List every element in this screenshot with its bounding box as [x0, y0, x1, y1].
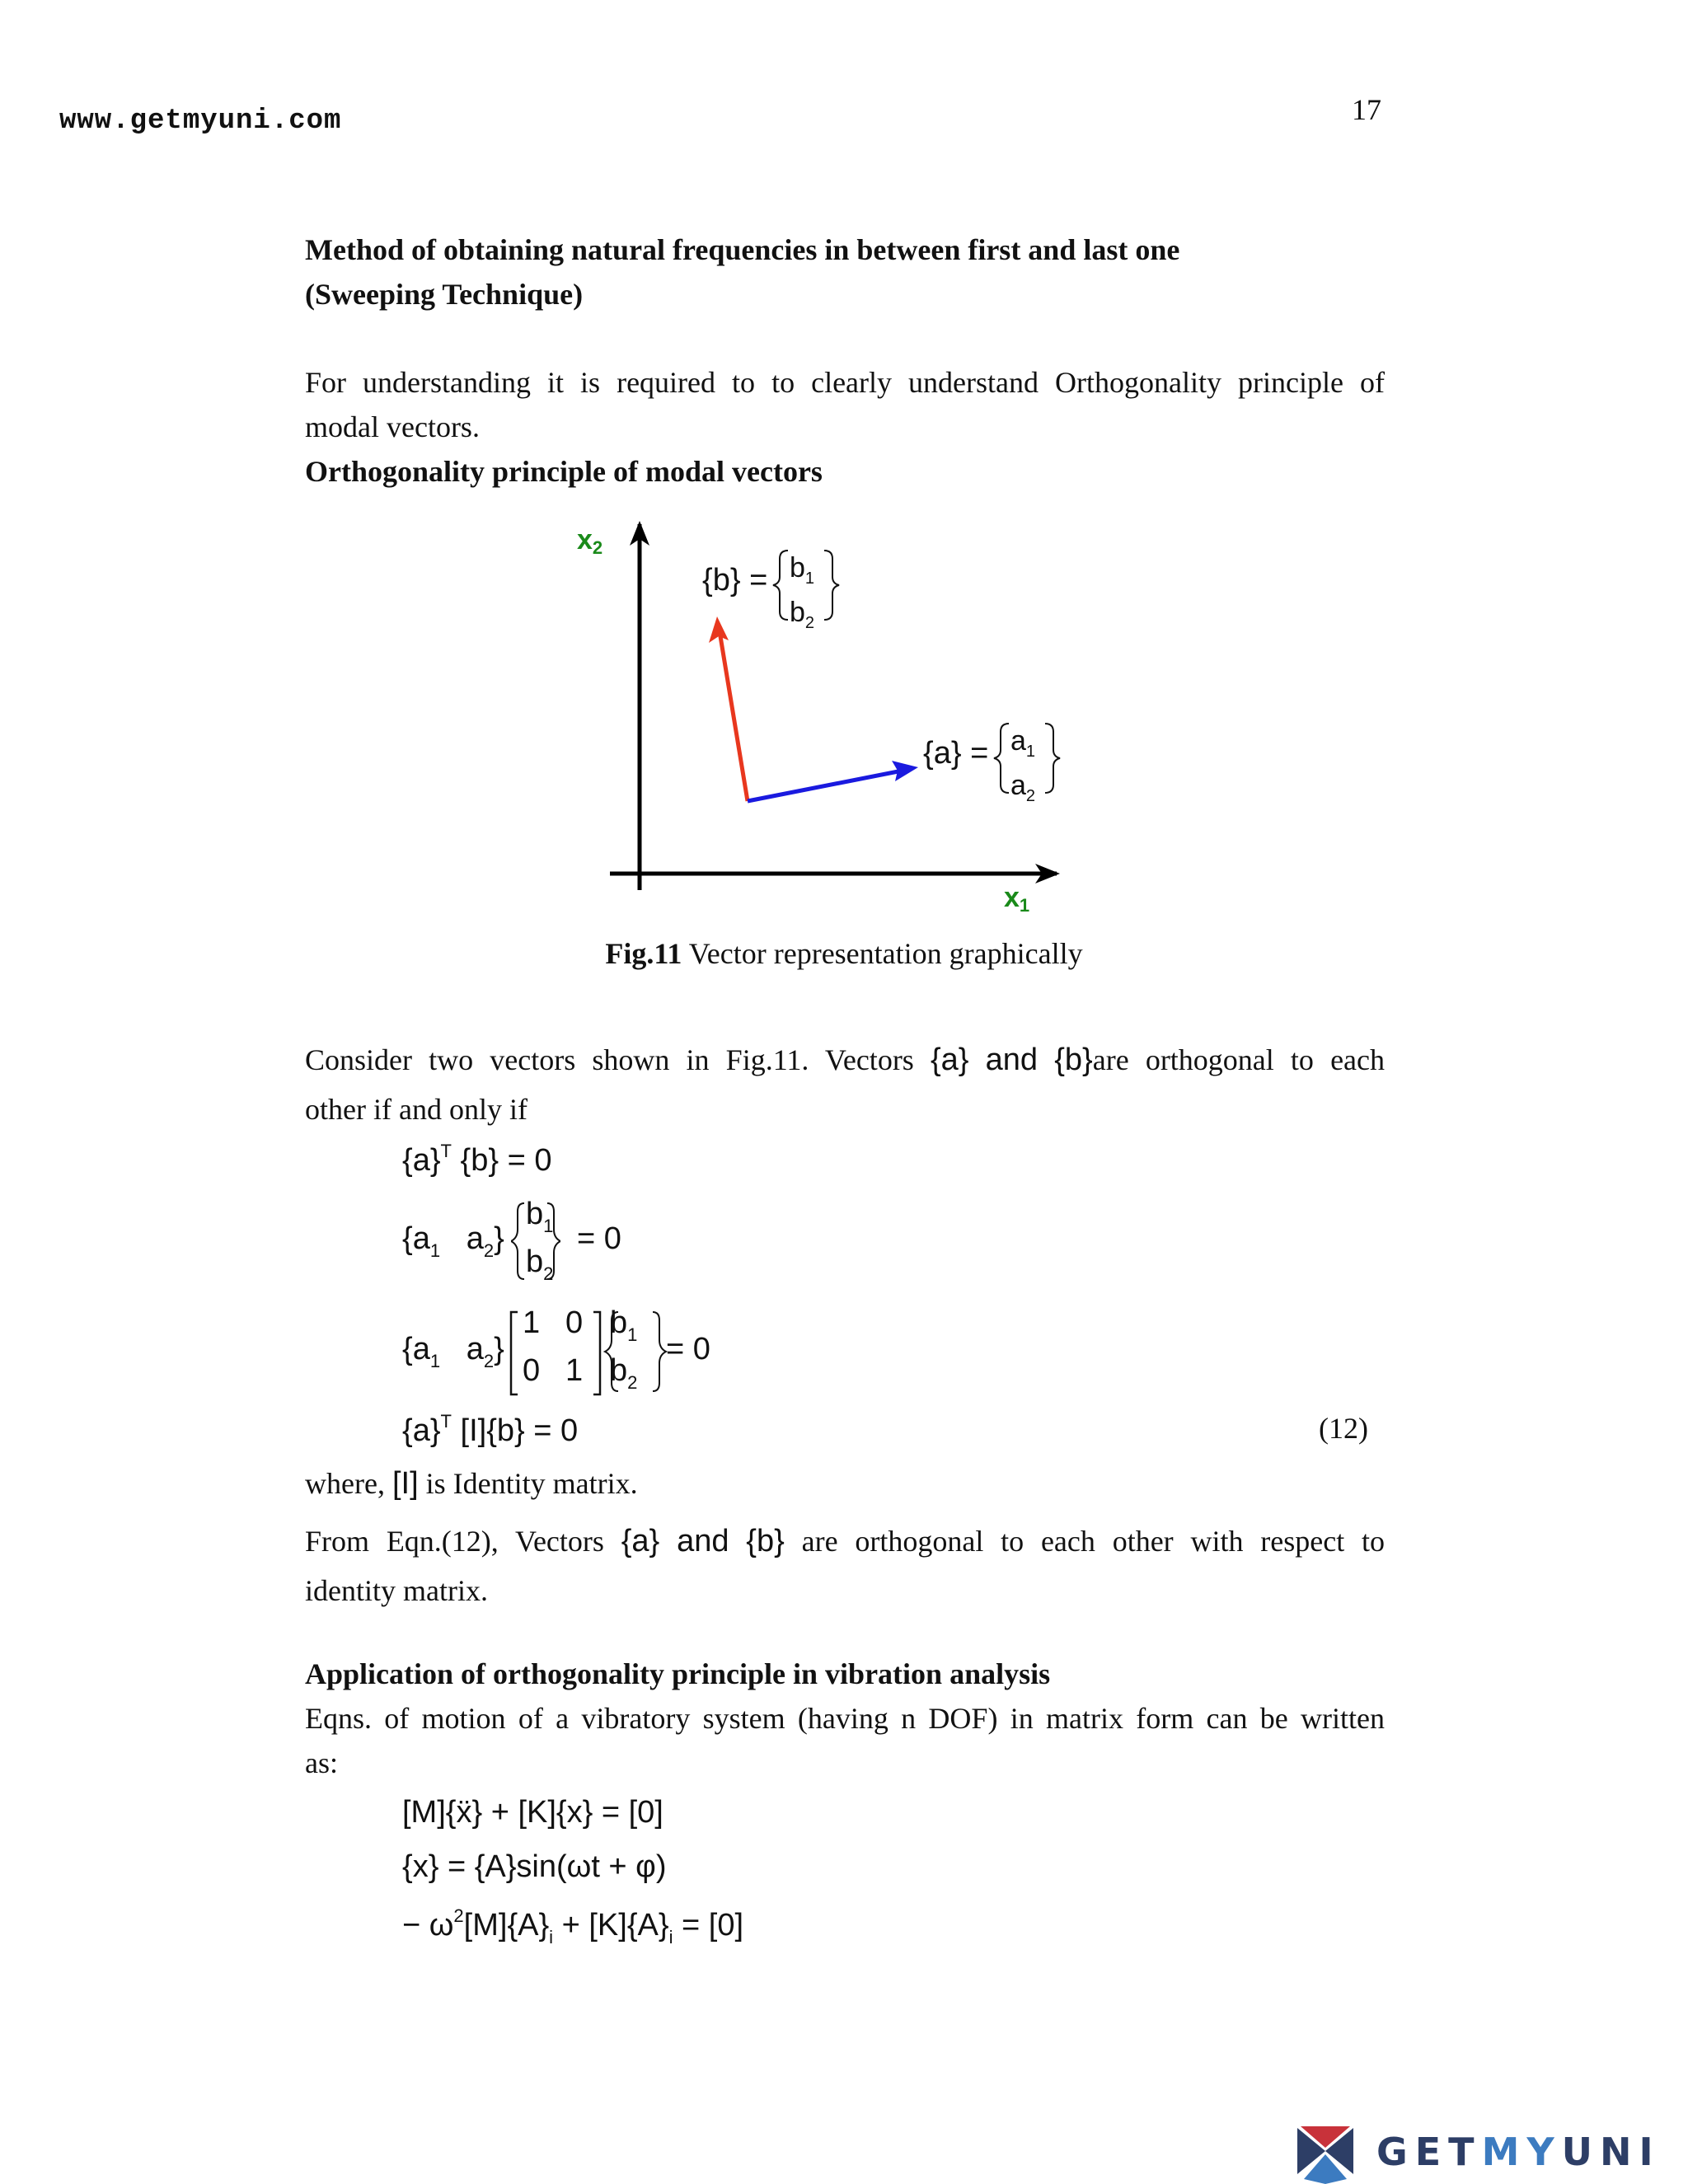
text-span: are orthogonal to each other with respect to — [801, 1525, 1386, 1558]
vector-a-definition — [923, 724, 1060, 805]
matrix-cell: 1 — [523, 1305, 541, 1340]
logo-text-uni: UNI — [1561, 2130, 1661, 2174]
vector-b-definition — [702, 551, 839, 632]
math-term: [I]{b} = 0 — [460, 1413, 579, 1448]
figure-caption — [0, 936, 1688, 971]
math-sub: 2 — [627, 1372, 638, 1393]
math-sub: 1 — [429, 1240, 441, 1261]
math-term: [M]{A} — [463, 1908, 550, 1943]
math-term: {a — [402, 1332, 430, 1366]
matrix-cell: 1 — [565, 1353, 584, 1388]
paragraph-intro — [305, 360, 1385, 449]
equation-12 — [402, 1411, 578, 1449]
math-term: a — [466, 1221, 484, 1256]
paragraph-line: identity matrix. — [305, 1574, 488, 1607]
paragraph-line: other if and only if — [305, 1093, 528, 1126]
equation-aTb — [402, 1141, 552, 1179]
math-sub: 2 — [543, 1263, 554, 1284]
math-term: b — [610, 1305, 628, 1340]
math-vector-b: {b} — [746, 1524, 785, 1558]
paragraph-line: Eqns. of motion of a vibratory system (having n DOF) in matrix form can be written — [305, 1702, 1385, 1735]
logo-wordmark — [1376, 2130, 1661, 2174]
math-sub: 2 — [483, 1240, 495, 1261]
heading-orthogonality: Orthogonality principle of modal vectors — [305, 455, 823, 488]
math-transpose: T — [440, 1411, 452, 1432]
vector-b-arrow — [719, 626, 748, 801]
math-term: {a — [402, 1221, 430, 1256]
math-term: {a} — [402, 1413, 441, 1448]
math-vector-a: {a} — [621, 1524, 660, 1558]
math-term: {a} — [402, 1143, 441, 1178]
math-vector-b: {b} — [1054, 1043, 1093, 1077]
math-rhs: = 0 — [666, 1332, 710, 1366]
math-sub: i — [549, 1927, 554, 1947]
text-span: is Identity matrix. — [418, 1467, 638, 1500]
heading-line-2: (Sweeping Technique) — [305, 278, 584, 311]
paragraph-consider — [305, 1035, 1385, 1134]
equation-number: (12) — [1319, 1412, 1368, 1445]
caption-label: Fig.11 — [605, 937, 682, 970]
text-span: are orthogonal to each — [1092, 1043, 1386, 1076]
vector-a-arrow — [748, 770, 907, 801]
math-sub: i — [668, 1927, 673, 1947]
math-term: b — [610, 1353, 628, 1388]
matrix-cell: 0 — [523, 1353, 541, 1388]
svg-text:b1: $b_1$ — [790, 552, 815, 588]
math-term: + [K]{A} — [553, 1908, 669, 1943]
x-axis-label: x1 — [1004, 882, 1030, 916]
equation-motion-3 — [402, 1905, 743, 1948]
math-identity: [I] — [392, 1466, 419, 1501]
math-sub: 1 — [543, 1216, 554, 1236]
math-sub: 2 — [483, 1351, 495, 1371]
caption-text: Vector representation graphically — [682, 937, 1083, 970]
math-term: b — [526, 1244, 544, 1279]
svg-text:a2: $a_2$ — [1010, 770, 1036, 805]
svg-text:b2: $b_2$ — [790, 597, 815, 632]
math-term: {b} = 0 — [460, 1143, 552, 1178]
y-axis-label: x2 — [577, 524, 603, 558]
math-transpose: T — [440, 1141, 452, 1161]
equation-motion-2: {x} = {A}sin(ωt + φ) — [402, 1849, 667, 1884]
paragraph-where — [305, 1459, 1385, 1508]
math-term: b — [526, 1197, 544, 1231]
math-sub: 1 — [627, 1324, 638, 1345]
heading-line-1: Method of obtaining natural frequencies in between first and last one — [305, 233, 1180, 266]
math-and: and — [677, 1524, 729, 1558]
page-number: 17 — [1352, 93, 1381, 126]
svg-text:{a} =: {a} = — [923, 736, 989, 771]
svg-text:{b} =: {b} = — [702, 563, 768, 598]
vector-figure — [577, 511, 1104, 923]
text-span: Consider two vectors shown in Fig.11. Vectors — [305, 1043, 931, 1076]
paragraph-line — [305, 1035, 1385, 1085]
site-url[interactable]: www.getmyuni.com — [59, 105, 342, 137]
math-sup: 2 — [453, 1905, 464, 1926]
heading-sweeping-technique — [305, 227, 1385, 316]
math-and: and — [985, 1043, 1039, 1077]
math-term: } — [494, 1332, 504, 1366]
paragraph-line — [305, 1516, 1385, 1566]
paragraph-line: as: — [305, 1746, 338, 1779]
math-term: − ω — [402, 1908, 454, 1943]
math-rhs: = 0 — [577, 1221, 621, 1256]
equation-with-identity — [402, 1305, 748, 1398]
math-vector-a: {a} — [930, 1043, 969, 1077]
equation-row-times-column — [402, 1197, 682, 1287]
paragraph-line: For understanding it is required to to clearly understand Orthogonality principle of — [305, 366, 1385, 399]
logo-text-my: MY — [1481, 2130, 1562, 2174]
logo-mark-icon — [1296, 2125, 1355, 2184]
math-term: a — [466, 1332, 484, 1366]
paragraph-line: modal vectors. — [305, 410, 480, 443]
math-term: } — [494, 1221, 504, 1256]
getmyuni-logo[interactable] — [1296, 2125, 1661, 2184]
paragraph-eqns-of-motion — [305, 1696, 1385, 1785]
logo-text-get: GET — [1376, 2130, 1482, 2174]
text-span: From Eqn.(12), Vectors — [305, 1525, 621, 1558]
text-span: where, — [305, 1467, 392, 1500]
paragraph-from-eqn — [305, 1516, 1385, 1615]
matrix-cell: 0 — [565, 1305, 584, 1340]
svg-text:a1: $a_1$ — [1010, 725, 1036, 761]
math-sub: 1 — [429, 1351, 441, 1371]
equation-motion-1: [M]{ẍ} + [K]{x} = [0] — [402, 1795, 663, 1830]
heading-application: Application of orthogonality principle in vibration analysis — [305, 1657, 1051, 1690]
math-term: = [0] — [673, 1908, 744, 1943]
